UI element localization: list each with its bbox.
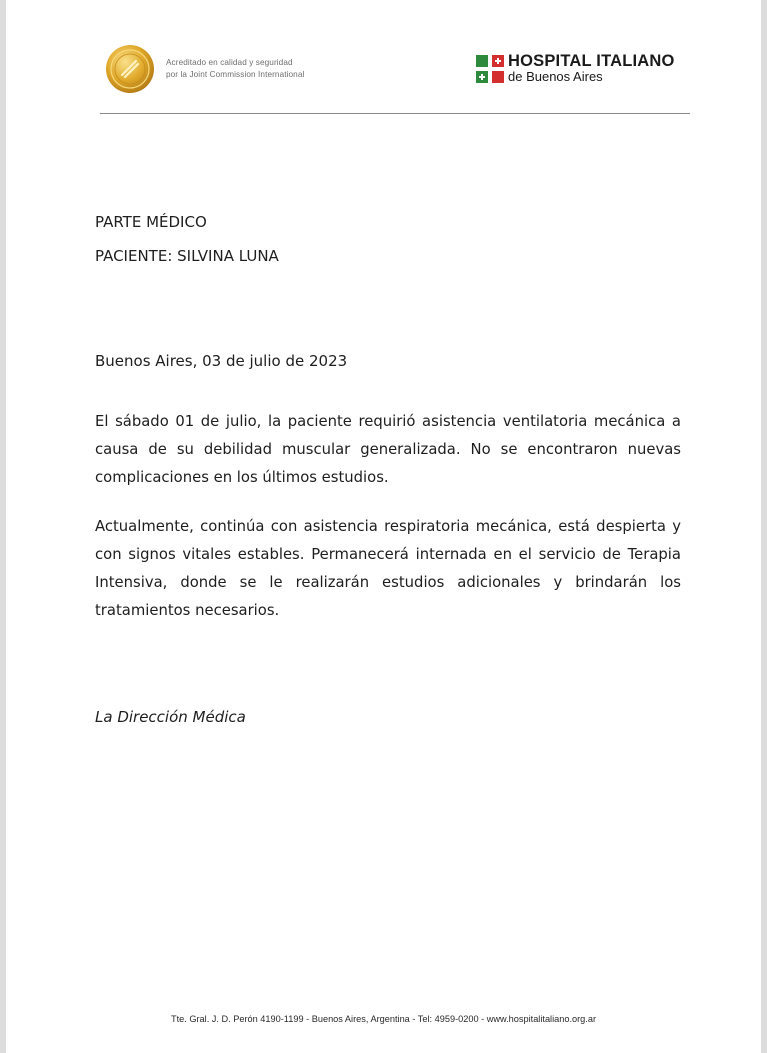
accreditation-line-2: por la Joint Commission International [166,70,305,79]
accreditation-line-1: Acreditado en calidad y seguridad [166,58,293,67]
signature: La Dirección Médica [95,708,246,726]
document-page [6,0,761,1053]
hospital-cross-logo-icon [472,53,508,85]
patient-name: PACIENTE: SILVINA LUNA [95,247,279,265]
date-line: Buenos Aires, 03 de julio de 2023 [95,352,348,370]
paragraph-1: El sábado 01 de julio, la paciente requirió asistencia ventilatoria mecánica a causa de su debilidad muscular generalizada. No se encontraron nuevas complicaciones en los últimos estudios. [95,413,681,486]
footer-address: Tte. Gral. J. D. Perón 4190-1199 - Buenos Aires, Argentina - Tel: 4959-0200 - www.hospitalitaliano.org.ar [170,1014,597,1024]
hospital-name: HOSPITAL ITALIANO [508,52,675,70]
paragraph-2: Actualmente, continúa con asistencia respiratoria mecánica, está despierta y con signos vitales estables. Permanecerá internada en el servicio de Terapia Intensiva, donde se le realizarán estudios adicionales y brindarán los tratamientos necesarios. [95,518,681,619]
accreditation-text [166,57,304,81]
document-title: PARTE MÉDICO [95,213,207,231]
jci-gold-seal-icon [105,44,155,94]
hospital-subtitle: de Buenos Aires [508,69,603,84]
header-divider [100,113,690,114]
